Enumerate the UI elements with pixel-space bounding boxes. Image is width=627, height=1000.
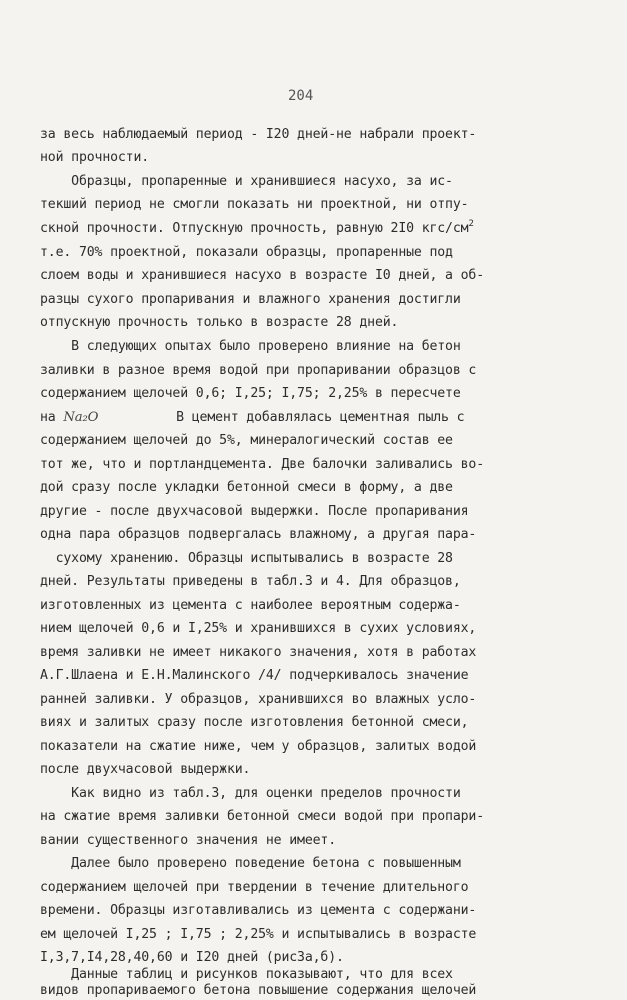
- text-line: сухому хранению. Образцы испытывались в возрасте 28: [40, 551, 453, 566]
- text-line: на сжатие время заливки бетонной смеси водой при пропари-: [40, 809, 485, 824]
- superscript: 2: [468, 219, 474, 229]
- text-line: виях и залитых сразу после изготовления бетонной смеси,: [40, 715, 469, 730]
- text-line: Как видно из табл.3, для оценки пределов прочности: [40, 786, 461, 801]
- text-line: разцы сухого пропаривания и влажного хранения достигли: [40, 292, 461, 307]
- text-line: содержанием щелочей до 5%, минералогический состав ее: [40, 433, 453, 448]
- text-line: заливки в разное время водой при пропаривании образцов с: [40, 363, 477, 378]
- text-line: время заливки не имеет никакого значения, хотя в работах: [40, 645, 477, 660]
- text-line: другие - после двухчасовой выдержки. После пропаривания: [40, 504, 469, 519]
- text-span: на: [40, 410, 64, 425]
- text-line: изготовленных из цемента с наиболее вероятным содержа-: [40, 598, 461, 613]
- text-line-with-superscript: [40, 219, 474, 236]
- text-line: В следующих опытах было проверено влияние на бетон: [40, 339, 461, 354]
- text-line: отпускную прочность только в возрасте 28 дней.: [40, 315, 399, 330]
- text-line: содержанием щелочей 0,6; I,25; I,75; 2,25% в пересчете: [40, 386, 461, 401]
- text-line: I,3,7,I4,28,40,60 и I20 дней (рис3а,б).: [40, 950, 344, 965]
- text-line: А.Г.Шлаена и Е.Н.Малинского /4/ подчеркивалось значение: [40, 668, 469, 683]
- text-line: времени. Образцы изготавливались из цемента с содержани-: [40, 903, 477, 918]
- handwritten-formula: Na₂O: [63, 410, 99, 425]
- text-line: слоем воды и хранившиеся насухо в возрасте I0 дней, а об-: [40, 268, 485, 283]
- text-line: ранней заливки. У образцов, хранившихся во влажных усло-: [40, 692, 477, 707]
- text-line-with-formula: [40, 411, 464, 424]
- text-line: вании существенного значения не имеет.: [40, 833, 337, 848]
- text-line: после двухчасовой выдержки.: [40, 762, 251, 777]
- text-line: Образцы, пропаренные и хранившиеся насухо, за ис-: [40, 174, 453, 189]
- text-line: нием щелочей 0,6 и I,25% и хранившихся в сухих условиях,: [40, 621, 477, 636]
- page-number: 204: [288, 88, 314, 104]
- text-span: скной прочности. Отпускную прочность, равную 2I0 кгс/см: [40, 221, 469, 236]
- text-line: т.е. 70% проектной, показали образцы, пропаренные под: [40, 245, 453, 260]
- text-line: ной прочности.: [40, 150, 150, 165]
- text-line: дней. Результаты приведены в табл.3 и 4. Для образцов,: [40, 574, 461, 589]
- text-line: за весь наблюдаемый период - I20 дней-не набрали проект-: [40, 127, 477, 142]
- text-line: одна пара образцов подвергалась влажному, а другая пара-: [40, 527, 477, 542]
- text-line: текший период не смогли показать ни проектной, ни отпу-: [40, 197, 469, 212]
- text-line: содержанием щелочей при твердении в течение длительного: [40, 880, 469, 895]
- text-line: ем щелочей I,25 ; I,75 ; 2,25% и испытывались в возрасте: [40, 927, 477, 942]
- text-span: В цемент добавлялась цементная пыль с: [98, 410, 465, 425]
- text-line: Далее было проверено поведение бетона с повышенным: [40, 856, 461, 871]
- text-line: Данные таблиц и рисунков показывают, что для всех: [40, 967, 453, 982]
- text-line: показатели на сжатие ниже, чем у образцов, залитых водой: [40, 739, 477, 754]
- text-line: дой сразу после укладки бетонной смеси в форму, а две: [40, 480, 453, 495]
- text-line: видов пропариваемого бетона повышение содержания щелочей: [40, 983, 477, 998]
- text-line: тот же, что и портландцемента. Две балочки заливались во-: [40, 457, 485, 472]
